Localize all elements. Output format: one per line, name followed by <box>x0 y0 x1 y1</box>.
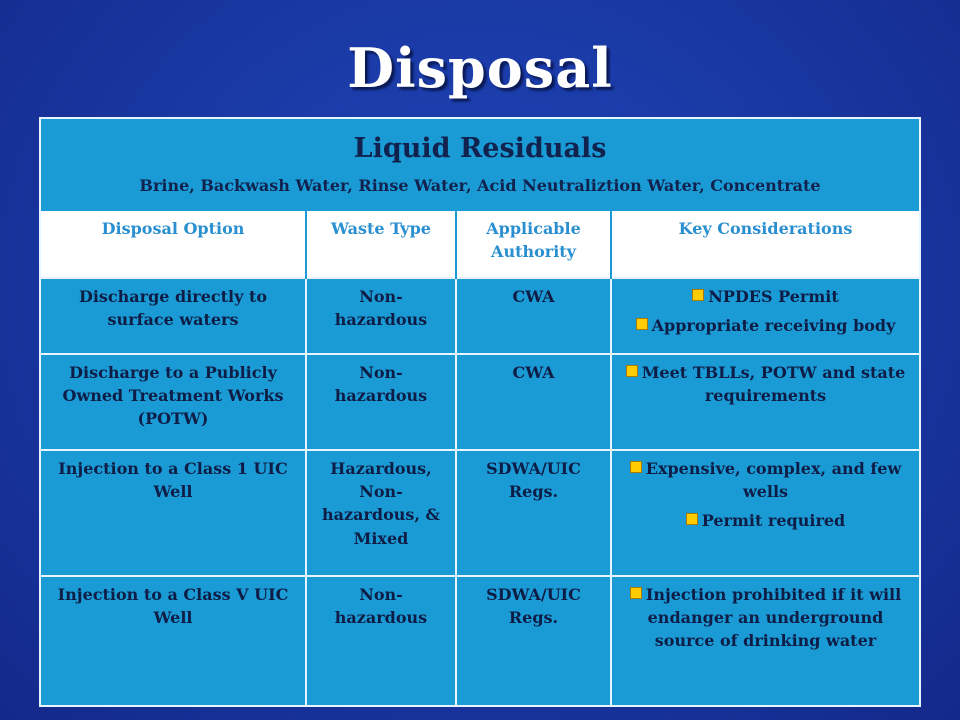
consideration-item: Permit required <box>620 509 911 532</box>
cell-waste-type: Non-hazardous <box>306 278 456 354</box>
header-waste-type: Waste Type <box>306 211 456 278</box>
header-key-considerations: Key Considerations <box>611 211 919 278</box>
square-bullet-icon <box>686 513 698 525</box>
table-row <box>41 576 919 705</box>
disposal-table-panel <box>39 117 921 707</box>
header-disposal-option: Disposal Option <box>41 211 306 278</box>
square-bullet-icon <box>630 461 642 473</box>
cell-disposal-option: Injection to a Class 1 UIC Well <box>58 459 288 502</box>
panel-header <box>41 119 919 211</box>
table-row <box>41 450 919 576</box>
cell-waste-type: Hazardous, Non-hazardous, & Mixed <box>306 450 456 576</box>
consideration-item: Injection prohibited if it will endanger an underground source of drinking water <box>620 583 911 653</box>
consideration-item: Expensive, complex, and few wells <box>620 457 911 503</box>
cell-waste-type: Non-hazardous <box>306 576 456 705</box>
consideration-item: NPDES Permit <box>620 285 911 308</box>
cell-key-considerations <box>611 354 919 450</box>
cell-authority: SDWA/UIC Regs. <box>456 450 611 576</box>
consideration-item: Meet TBLLs, POTW and state requirements <box>620 361 911 407</box>
table-row <box>41 354 919 450</box>
cell-authority: SDWA/UIC Regs. <box>456 576 611 705</box>
square-bullet-icon <box>692 289 704 301</box>
cell-waste-type: Non-hazardous <box>306 354 456 450</box>
cell-authority: CWA <box>456 354 611 450</box>
cell-key-considerations <box>611 576 919 705</box>
square-bullet-icon <box>626 365 638 377</box>
cell-key-considerations <box>611 450 919 576</box>
cell-key-considerations <box>611 278 919 354</box>
square-bullet-icon <box>636 318 648 330</box>
cell-disposal-option: Discharge to a Publicly Owned Treatment Works (POTW) <box>62 363 284 429</box>
slide-title: Disposal <box>347 36 613 100</box>
disposal-table <box>41 211 919 705</box>
panel-title: Liquid Residuals <box>353 133 607 164</box>
cell-disposal-option: Discharge directly to surface waters <box>78 287 268 330</box>
square-bullet-icon <box>630 587 642 599</box>
cell-disposal-option: Injection to a Class V UIC Well <box>57 585 289 628</box>
header-applicable-authority: Applicable Authority <box>456 211 611 278</box>
table-row <box>41 278 919 354</box>
cell-authority: CWA <box>456 278 611 354</box>
consideration-item: Appropriate receiving body <box>620 314 911 337</box>
table-header-row <box>41 211 919 278</box>
panel-subtitle: Brine, Backwash Water, Rinse Water, Acid Neutraliztion Water, Concentrate <box>139 176 821 195</box>
